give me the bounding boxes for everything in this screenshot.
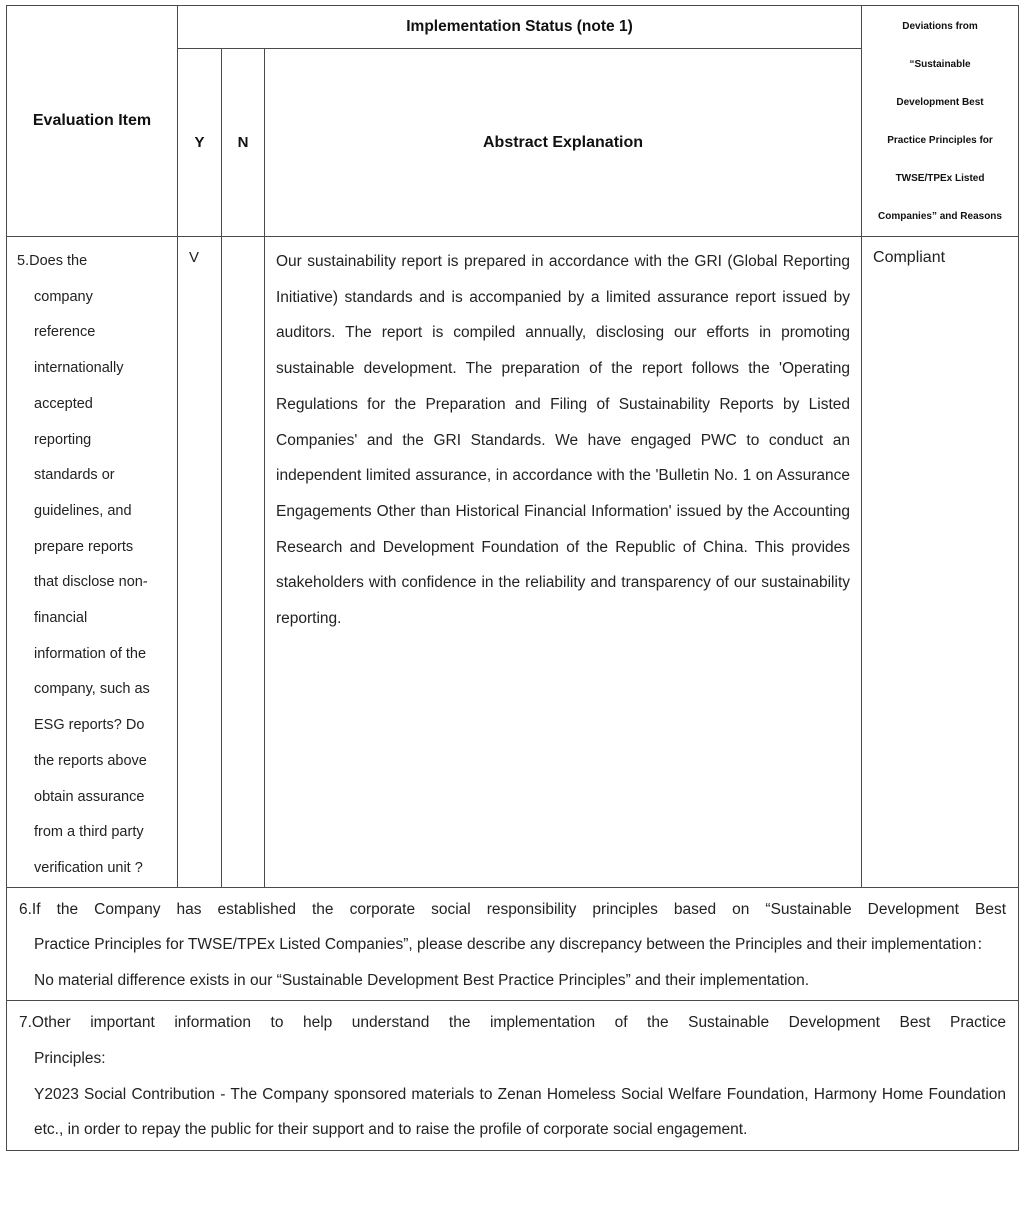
row5-y-mark: V: [178, 237, 222, 888]
row5-item-line: ESG reports? Do: [34, 717, 145, 734]
header-deviations-line: Development Best: [896, 97, 984, 108]
row5-item-line: verification unit ?: [34, 859, 143, 876]
row6-discrepancy: [7, 887, 1019, 1001]
row5-item-line: obtain assurance: [34, 788, 145, 805]
row5-item-line: reference: [34, 324, 96, 341]
row5-evaluation-item: [7, 237, 178, 888]
evaluation-table: [6, 5, 1019, 1151]
row5-item-line: financial: [34, 610, 88, 627]
header-deviations-line: Practice Principles for: [887, 135, 993, 146]
row5-item-line: internationally: [34, 360, 124, 377]
row5-item-line: company: [34, 288, 93, 305]
header-n: N: [222, 49, 265, 237]
row5-deviation: Compliant: [862, 237, 1019, 888]
header-implementation-status: Implementation Status (note 1): [178, 6, 862, 49]
row5-item-line: standards or: [34, 467, 115, 484]
row6-question-lead: 6.If the Company has established the corporate social responsibility principles based on “Sustainable Development Best: [19, 900, 1007, 918]
row7-other-information: [7, 1001, 1019, 1150]
header-y: Y: [178, 49, 222, 237]
header-deviations-line: Companies” and Reasons: [878, 211, 1002, 222]
row7-question-lead: 7.Other important information to help understand the implementation of the Sustainable Development Best Practice: [19, 1014, 1007, 1032]
header-abstract-explanation: Abstract Explanation: [265, 49, 862, 237]
header-deviations-line: Deviations from: [902, 21, 978, 32]
header-deviations: [862, 6, 1019, 237]
row5-item-line: company, such as: [34, 681, 150, 698]
header-deviations-line: “Sustainable: [909, 59, 971, 70]
row5-item-line: prepare reports: [34, 538, 134, 555]
row5-item-line: guidelines, and: [34, 502, 132, 519]
row7-question-rest: Principles:: [34, 1050, 106, 1068]
row5-item-line: information of the: [34, 645, 147, 662]
row5-explanation: Our sustainability report is prepared in accordance with the GRI (Global Reporting Initiative) standards and is accompanied by a limited assurance report issued by auditors. The report is compiled annually, disclosing our efforts in promoting sustainable development. The preparation of the report follows the 'Operating Regulations for the Preparation and Filing of Sustainability Reports by Listed Companies' and the GRI Standards. We have engaged PWC to conduct an independent limited assurance, in accordance with the 'Bulletin No. 1 on Assurance Engagements Other than Historical Financial Information' issued by the Accounting Research and Development Foundation of the Republic of China. This provides stakeholders with confidence in the reliability and transparency of our sustainability reporting.: [265, 237, 862, 888]
row5-item-line: 5.Does the: [17, 253, 88, 269]
row5-item-line: accepted: [34, 395, 93, 412]
row6-answer: No material difference exists in our “Sustainable Development Best Practice Principles” and their implementation.: [34, 971, 810, 989]
header-evaluation-item: Evaluation Item: [7, 6, 178, 237]
row5-item-line: the reports above: [34, 752, 147, 769]
row5-item-line: that disclose non-: [34, 574, 148, 591]
row5-item-line: from a third party: [34, 824, 144, 841]
row5-n-mark: [222, 237, 265, 888]
row7-answer: Y2023 Social Contribution - The Company sponsored materials to Zenan Homeless Social Welfare Foundation, Harmony Home Foundation etc., in order to repay the public for their support and to raise the profile of corporate social engagement.: [34, 1085, 1007, 1139]
row6-question-rest: Practice Principles for TWSE/TPEx Listed Companies”, please describe any discrepancy between the Principles and their implementation：: [34, 936, 992, 954]
row5-item-line: reporting: [34, 431, 92, 448]
header-deviations-line: TWSE/TPEx Listed: [895, 173, 985, 184]
